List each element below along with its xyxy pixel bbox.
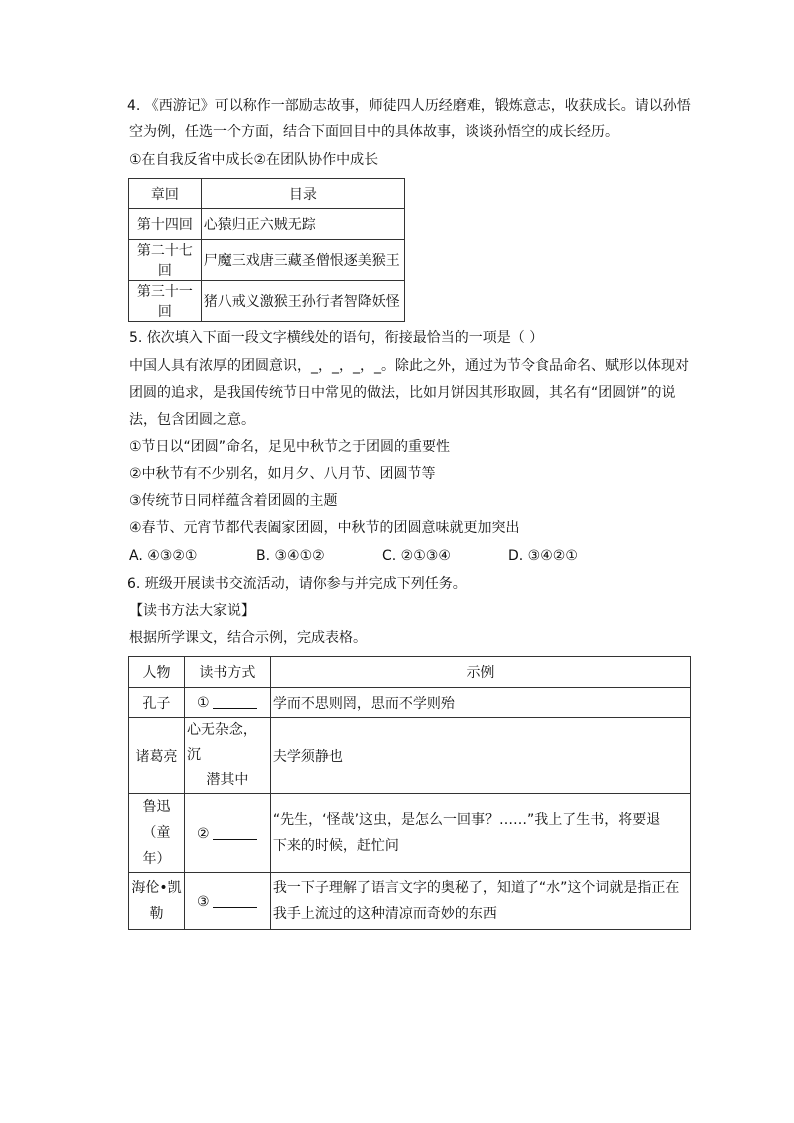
table-row <box>129 688 691 718</box>
person-cell: 诸葛亮 <box>129 718 185 794</box>
table-header-cell: 章回 <box>129 179 202 209</box>
q6-instruction: 根据所学课文，结合示例，完成表格。 <box>129 630 367 646</box>
q5-stem: 5. 依次填入下面一段文字横线处的语句，衔接最恰当的一项是（ ） <box>129 330 544 346</box>
method-cell[interactable] <box>184 688 270 718</box>
q5-passage-line-3: 法，包含团圆之意。 <box>129 412 255 428</box>
blank-number: ② <box>196 825 210 842</box>
person-line: 鲁迅（童 <box>142 799 171 841</box>
person-line: 海伦•凯 <box>131 880 182 896</box>
q4-stem-line-2: 空为例，任选一个方面，结合下面回目中的具体故事，谈谈孙悟空的成长经历。 <box>129 124 619 140</box>
answer-blank[interactable] <box>213 825 257 840</box>
q6-stem: 6. 班级开展读书交流活动，请你参与并完成下列任务。 <box>127 576 467 592</box>
method-cell[interactable] <box>184 794 270 873</box>
example-cell: 学而不思则罔，思而不学则殆 <box>270 688 690 718</box>
option-c[interactable]: C. ②①③④ <box>382 548 451 564</box>
q5-sentence-3: ③传统节日同样蕴含着团圆的主题 <box>129 493 338 509</box>
q5-passage-line-2: 团圆的追求，是我国传统节日中常见的做法，比如月饼因其形取圆，其名有“团圆饼”的说 <box>129 385 676 401</box>
q4-aspects: ①在自我反省中成长②在团队协作中成长 <box>129 152 379 168</box>
example-line: 我一下子理解了语言文字的奥秘了，知道了“水”这个词就是指正在 <box>272 880 680 896</box>
table-header-row <box>129 657 691 688</box>
table-header-cell: 示例 <box>270 657 690 688</box>
answer-blank[interactable] <box>213 694 257 709</box>
table-cell: 尸魔三戏唐三藏圣僧恨逐美猴王 <box>201 240 404 281</box>
example-cell <box>270 794 690 873</box>
person-cell <box>129 794 185 873</box>
option-a[interactable]: A. ④③②① <box>129 548 198 564</box>
method-line: 潜其中 <box>206 772 249 788</box>
table-row <box>129 209 405 240</box>
q5-sentence-1: ①节日以“团圆”命名，足见中秋节之于团圆的重要性 <box>129 439 451 455</box>
person-line: 年） <box>142 851 171 867</box>
option-b[interactable]: B. ③④①② <box>256 548 325 564</box>
example-cell <box>270 873 690 930</box>
person-cell: 孔子 <box>129 688 185 718</box>
table-cell: 心猿归正六贼无踪 <box>201 209 404 240</box>
blank-number: ① <box>196 695 210 711</box>
method-cell[interactable] <box>184 873 270 930</box>
table-cell: 第三十一回 <box>129 281 202 322</box>
table-cell: 第十四回 <box>129 209 202 240</box>
table-row <box>129 240 405 281</box>
q5-sentence-2: ②中秋节有不少别名，如月夕、八月节、团圆节等 <box>129 466 436 482</box>
blank-number: ③ <box>196 893 210 910</box>
option-d[interactable]: D. ③④②① <box>508 548 578 564</box>
example-line: 下来的时候，赶忙问 <box>272 838 399 854</box>
example-line: 我手上流过的这种清凉而奇妙的东西 <box>272 906 497 922</box>
table-header-row <box>129 179 405 209</box>
table-cell: 第二十七回 <box>129 240 202 281</box>
example-cell: 夫学须静也 <box>270 718 690 794</box>
table-header-cell: 目录 <box>201 179 404 209</box>
table-header-cell: 读书方式 <box>184 657 270 688</box>
answer-blank[interactable] <box>213 893 257 908</box>
q4-stem-line-1: 4. 《西游记》可以称作一部励志故事，师徒四人历经磨难，锻炼意志，收获成长。请以孙悟 <box>127 98 691 114</box>
q4-chapter-table <box>128 178 405 322</box>
table-cell: 猪八戒义激猴王孙行者智降妖怪 <box>201 281 404 322</box>
q5-options <box>129 546 689 566</box>
q5-sentence-4: ④春节、元宵节都代表阖家团圆，中秋节的团圆意味就更加突出 <box>129 520 520 536</box>
q6-section-title: 【读书方法大家说】 <box>129 603 255 619</box>
table-row <box>129 281 405 322</box>
q6-reading-table <box>128 656 691 930</box>
table-header-cell: 人物 <box>129 657 185 688</box>
table-row <box>129 718 691 794</box>
person-line: 勒 <box>149 906 164 922</box>
person-cell <box>129 873 185 930</box>
table-row <box>129 794 691 873</box>
method-line: 心无杂念，沉 <box>186 722 257 763</box>
table-row <box>129 873 691 930</box>
method-cell <box>184 718 270 794</box>
q5-passage-line-1: 中国人具有浓厚的团圆意识，_，_，_，_。除此之外，通过为节令食品命名、赋形以体现对 <box>129 358 689 374</box>
example-line: “先生，‘怪哉’这虫，是怎么一回事？……”我上了生书，将要退 <box>272 812 661 828</box>
